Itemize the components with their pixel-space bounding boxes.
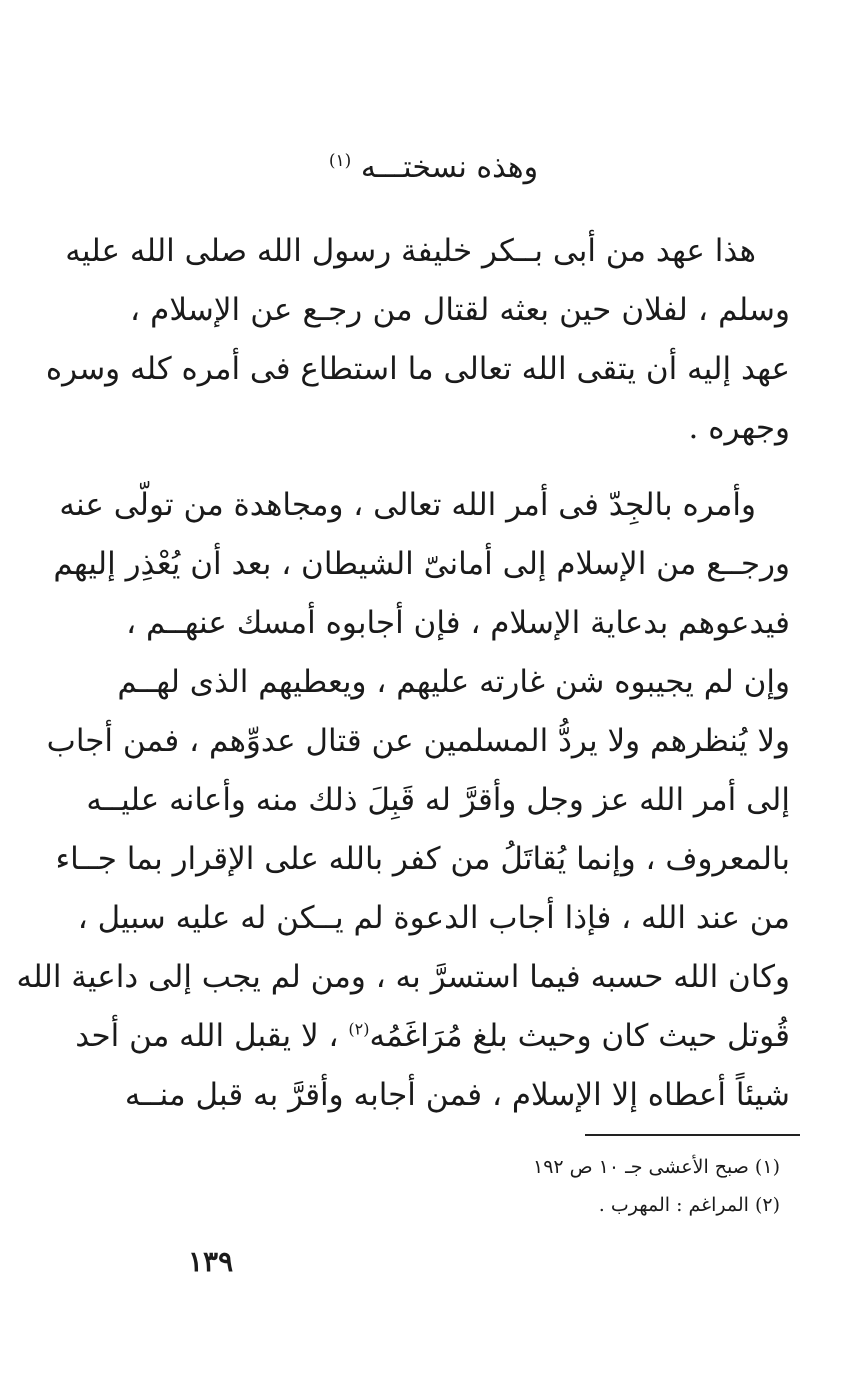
line-start: قُوتل حيث كان وحيث بلغ مُرَاغَمُه: [369, 1018, 790, 1054]
text-line: من عند الله ، فإذا أجاب الدعوة لم يــكن له عليه سبيل ،: [77, 900, 790, 936]
line-end: ، لا يقبل الله من أحد: [75, 1018, 339, 1054]
text-line: عهد إليه أن يتقى الله تعالى ما استطاع فى أمره كله وسره: [45, 351, 790, 387]
heading-title: وهذه نسختـــه: [360, 150, 539, 185]
text-line: بالمعروف ، وإنما يُقاتَلُ من كفر بالله على الإقرار بما جــاء: [55, 841, 790, 877]
text-line: هذا عهد من أبى بــكر خليفة رسول الله صلى الله عليه: [65, 233, 756, 269]
inline-footnote-ref: (٢): [348, 1019, 370, 1039]
heading-footnote-ref: (١): [328, 151, 352, 171]
text-line: ورجــع من الإسلام إلى أمانىّ الشيطان ، بعد أن يُعْذِر إليهم: [53, 546, 790, 582]
text-line: فيدعوهم بدعاية الإسلام ، فإن أجابوه أمسك عنهــم ،: [126, 605, 790, 641]
footnotes: [380, 1148, 780, 1224]
main-text: [16, 222, 790, 1125]
text-line: وكان الله حسبه فيما استسرَّ به ، ومن لم يجب إلى داعية الله: [16, 959, 790, 995]
footnote-item: (٢) المراغم : المهرب .: [598, 1194, 780, 1216]
page-number: ١٣٩: [188, 1245, 234, 1278]
text-line: وإن لم يجيبوه شن غارته عليهم ، ويعطيهم الذى لهــم: [117, 664, 790, 700]
text-line: ولا يُنظرهم ولا يردُّ المسلمين عن قتال عدوِّهم ، فمن أجاب: [46, 723, 790, 759]
text-line-with-footnote: [75, 1007, 790, 1066]
text-line: وسلم ، لفلان حين بعثه لقتال من رجـع عن الإسلام ،: [130, 292, 790, 328]
paragraph-gap: [130, 458, 790, 476]
section-heading: [0, 150, 867, 185]
footnote-divider: [585, 1134, 800, 1136]
text-line: إلى أمر الله عز وجل وأقرَّ له قَبِلَ ذلك منه وأعانه عليــه: [86, 782, 790, 818]
text-line: وجهره .: [688, 410, 790, 446]
text-line: شيئاً أعطاه إلا الإسلام ، فمن أجابه وأقرَّ به قبل منــه: [124, 1077, 790, 1113]
text-line: وأمره بالجِدّ فى أمر الله تعالى ، ومجاهدة من تولّى عنه: [59, 487, 756, 523]
footnote-item: (١) صبح الأعشى جـ ١٠ ص ١٩٢: [532, 1156, 780, 1178]
